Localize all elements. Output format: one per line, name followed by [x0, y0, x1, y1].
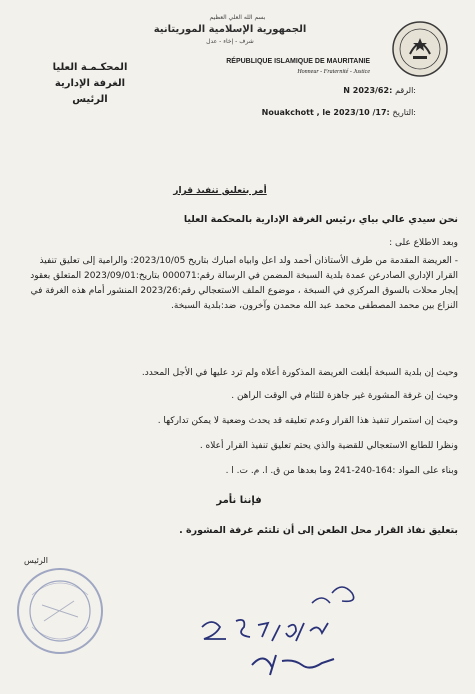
date-value: Nouakchott , le 2023/10 /17:	[261, 108, 390, 117]
reference-number	[266, 86, 416, 95]
court-stamp-icon	[14, 565, 106, 657]
handwritten-signature-icon	[192, 575, 392, 685]
review-line: وبعد الاطلاع على :	[389, 238, 458, 248]
republic-name-arabic: الجمهورية الإسلامية الموريتانية	[153, 24, 307, 35]
consideration-paragraph: وحيث إن غرفة المشورة غير جاهزة للتئام في الوقت الراهن .	[231, 391, 458, 401]
date-label: التاريخ:	[392, 108, 416, 117]
order-heading: فإننا نأمر	[216, 495, 262, 506]
decision-text: بتعليق نفاذ القرار محل الطعن إلى أن تلتئم غرفة المشورة .	[179, 525, 458, 536]
signatory-label: الرئيس	[24, 556, 48, 565]
consideration-paragraph: ونظرا للطابع الاستعجالي للقضية والذي يحتم تعليق تنفيذ القرار أعلاه .	[199, 441, 458, 451]
document-title: أمر بتعليق تنفيذ قرار	[173, 186, 267, 196]
basmala: بسم الله العلي العظيم	[209, 14, 266, 21]
motto-french: Honneur - Fraternité - Justice	[297, 69, 370, 75]
court-name: المحكـمـة العليا	[52, 62, 128, 73]
motto-arabic: شرف - إخاء - عدل	[206, 38, 254, 45]
national-seal-icon	[391, 20, 449, 78]
intro-line: نحن سيدي عالي بياي ،رئيس الغرفة الإدارية بالمحكمة العليا	[183, 214, 458, 225]
petition-paragraph: - العريضة المقدمة من طرف الأستاذان أحمد ولد اعل وابياه امبارك بتاريخ 2023/10/05: والرامية إلى تعليق تنفيذ القرار الإداري الصادرعن عمدة بلدية السبخة المضمن في الرسالة رقم:000071 بتاريخ:2023/09/01 المتعلق بعقود إيجار محلات بالسوق المركزي في السبخة ، موضوع الملف الاستعجالي رقم:2023/26 المنشور أمام هذه الغرفة في النزاع بين محمد المصطفى محمد عبد الله محمدن وآخرون، ضد:بلدية السبخة.	[30, 256, 458, 311]
consideration-paragraph: وحيث إن استمرار تنفيذ هذا القرار وعدم تعليقه قد يحدث وضعية لا يمكن تداركها .	[157, 416, 458, 426]
president-title: الرئيس	[72, 94, 108, 105]
reference-value: N 2023/62:	[343, 86, 393, 95]
reference-label: الرقم:	[395, 86, 416, 95]
court-header	[40, 60, 140, 108]
republic-name-french: RÉPUBLIQUE ISLAMIQUE DE MAURITANIE	[226, 58, 370, 65]
legal-basis-paragraph: وبناء على المواد :164-240-241 وما بعدها من ق. ا. م. ت. ا .	[225, 466, 458, 476]
chamber-name: الغرفة الإدارية	[54, 78, 126, 89]
consideration-paragraph: وحيث إن بلدية السبخة أبلغت العريضة المذكورة أعلاه ولم ترد عليها في الأجل المحدد.	[141, 368, 458, 378]
document-date	[236, 108, 416, 117]
